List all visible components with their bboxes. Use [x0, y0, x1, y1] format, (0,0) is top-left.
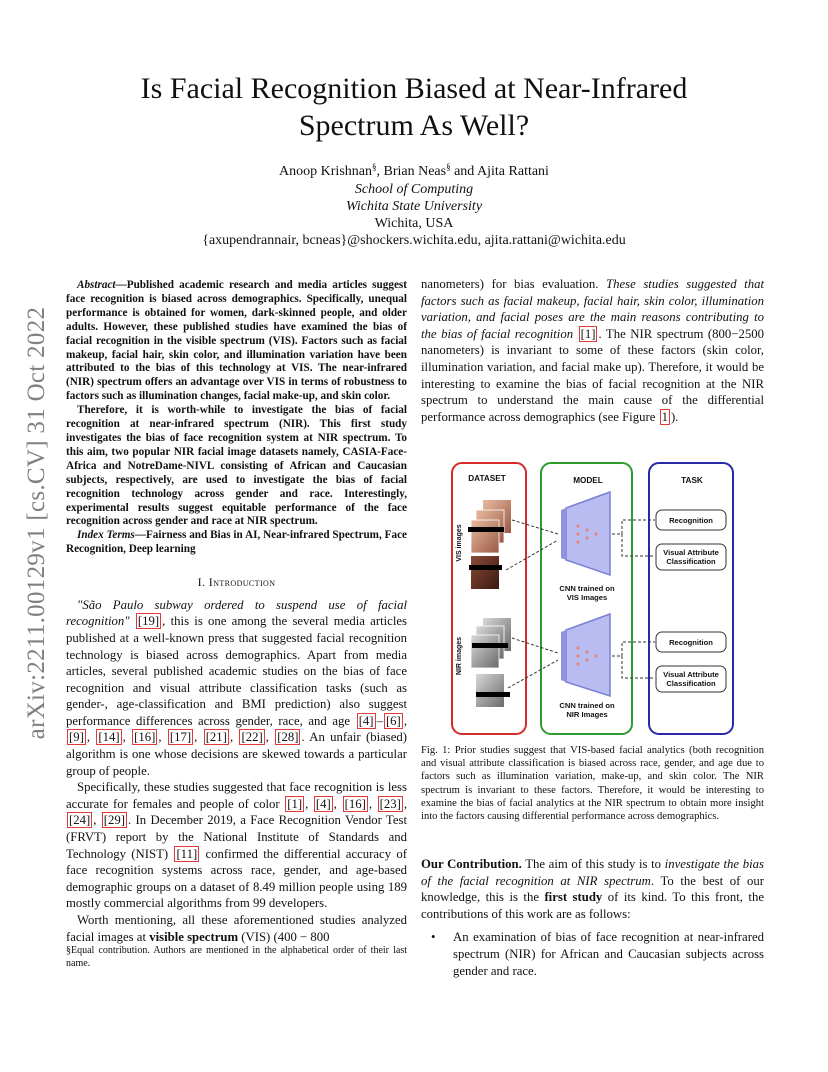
citation-29[interactable]: [29] — [103, 813, 126, 828]
arxiv-stamp: arXiv:2211.00129v1 [cs.CV] 31 Oct 2022 — [23, 306, 50, 739]
citation-24[interactable]: [24] — [69, 813, 91, 828]
author-names: Anoop Krishnan§, Brian Neas§ and Ajita Rattani — [279, 162, 549, 179]
citation-9[interactable]: [9] — [69, 730, 84, 745]
title-line-2: Spectrum As Well? — [298, 109, 530, 142]
vis-attribute-label-1: Visual Attribute — [663, 548, 719, 557]
abstract-paragraph-1: Abstract—Published academic research and media articles suggest face recognition is biased across demographics. Specifically, unequal performance is obtained for women, dark-skinned people, and older adults. However, these published studies have examined the bias of facial recognition in the visible spectrum (VIS). Factors such as facial makeup, facial hair, skin color, and illumination variation have been attributed to the bias of this technology at VIS. The near-infrared (NIR) spectrum offers an advantage over VIS in terms of robustness to factors such as illumination changes, facial make-up, and skin color. — [66, 279, 407, 403]
vis-face-images — [468, 500, 511, 589]
cnn-nir-label-1: CNN trained on — [559, 701, 615, 710]
nir-attribute-label-1: Visual Attribute — [663, 670, 719, 679]
title-line-1: Is Facial Recognition Biased at Near-Infrared — [140, 72, 688, 105]
dataset-heading: DATASET — [468, 474, 506, 483]
cnn-nir-label-2: NIR Images — [566, 710, 608, 719]
nir-recognition-label: Recognition — [669, 638, 713, 647]
cnn-vis-block — [561, 492, 610, 575]
task-heading: TASK — [681, 476, 703, 485]
author-block — [60, 163, 768, 249]
citation-16[interactable]: [16] — [134, 730, 156, 745]
intro-paragraph-1: "São Paulo subway ordered to suspend use of facial recognition" [19] , this is one among the several media articles published at a well-known press that suggested facial recognition technology is biased across demographics. Apart from media articles, several published academic studies on the bias of face recognition and visual attribute classification tasks (such as gender-, age-classification and BMI prediction) also suggest performance differences across gender, race, and age [4] – [6] , [9] , [14] , [16] , [17] , [21] , [22] , [28] . An unfair (biased) algorithm is one whose decisions are skewed towards a particular group of people. — [66, 597, 408, 778]
contribution-section — [421, 856, 764, 979]
citation-6[interactable]: [6] — [385, 713, 401, 728]
vis-attribute-label-2: Classification — [666, 557, 716, 566]
citation-22[interactable]: [22] — [241, 730, 263, 745]
nir-attribute-label-2: Classification — [666, 679, 716, 688]
citation-28[interactable]: [28] — [277, 730, 299, 745]
affiliation-university: Wichita State University — [345, 199, 483, 214]
citation-21[interactable]: [21] — [205, 730, 227, 745]
contribution-paragraph: Our Contribution. The aim of this study is to investigate the bias of the facial recognition at NIR spectrum. To the best of our knowledge, this is the first study of its kind. To this front, the contributions of this work are as follows: — [421, 857, 764, 921]
intro-paragraph-3: Worth mentioning, all these aforementioned studies analyzed facial images at visible spectrum (VIS) (400 − 800 — [66, 913, 407, 944]
citation-1[interactable]: [1] — [580, 326, 596, 341]
cnn-nir-block — [561, 614, 610, 696]
citation-4[interactable]: [4] — [358, 713, 374, 728]
citation-16[interactable]: [16] — [344, 796, 366, 811]
vis-recognition-label: Recognition — [669, 516, 713, 525]
author-emails: {axupendrannair, bcneas}@shockers.wichita.edu, ajita.rattani@wichita.edu — [202, 233, 626, 248]
vis-images-label: VIS images — [456, 524, 463, 562]
affiliation-school: School of Computing — [354, 182, 474, 197]
right-column-text — [421, 276, 764, 425]
right-paragraph-1: nanometers) for bias evaluation. These studies suggested that factors such as facial makeup, facial hair, skin color, illumination variation, and facial poses are the main reasons contributing to the bias of facial recognition [1] . The NIR spectrum (800−2500 nanometers) is invariant to some of these factors (skin color, illumination variation, and facial make up). Therefore, it would be interesting to examine the bias of facial recognition at the NIR spectrum to understand the main cause of the differential performance across demographics (see Figure 1 ). — [421, 277, 764, 424]
citation-23[interactable]: [23] — [379, 796, 401, 811]
model-heading: MODEL — [573, 476, 603, 485]
figure-1-diagram — [450, 460, 768, 736]
citation-19[interactable]: [19] — [137, 614, 160, 629]
citation-17[interactable]: [17] — [169, 730, 192, 745]
abstract-paragraph-2: Therefore, it is worth-while to investigate the bias of facial recognition at near-infrared spectrum (NIR). This first study investigates the bias of face recognition system at NIR spectrum. To this aim, two popular NIR facial image datasets namely, CASIA-Face-Africa and NotreDame-NIVL consisting of African and Caucasian subjects, respectively, are used to investigate the bias of facial recognition technology across gender and race. Interestingly, experimental results suggest equitable performance of the face recognition across gender and race at NIR spectrum. — [66, 404, 407, 528]
cnn-vis-label-1: CNN trained on — [559, 584, 615, 593]
index-terms: Index Terms—Fairness and Bias in AI, Near-infrared Spectrum, Face Recognition, Deep learning — [66, 529, 407, 556]
citation-1[interactable]: [1] — [287, 796, 303, 811]
footnote: §Equal contribution. Authors are mentioned in the alphabetical order of their last name. — [66, 945, 407, 969]
figure-1-caption: Fig. 1: Prior studies suggest that VIS-based facial analytics (both recognition and visual attribute classification is biased across race, gender, and age due to factors such as illumination variation, make-up, and skin color. The NIR spectrum is invariant to these factors. Therefore, it would be interesting to examine the bias of facial analytics at the NIR spectrum to obtain more insight into the factors causing differential performance across demographics. — [421, 745, 764, 823]
paper-title — [60, 70, 768, 144]
contribution-bullet-1: • An examination of bias of face recognition at near-infrared spectrum (NIR) for African and Caucasian subjects across gender and race. — [431, 930, 764, 978]
task-panel — [649, 463, 733, 734]
intro-paragraph-2: Specifically, these studies suggested that face recognition is less accurate for females and people of color [1] , [4] , [16] , [23] , [24] , [29] . In December 2019, a Face Recognition Vendor Test (FRVT) report by the National Institute of Standards and Technology (NIST) [11] confirmed the differential accuracy of face recognition systems across race, gender, and age-based demographic groups on a dataset of 8.49 million people using 189 mostly commercial algorithms from 99 developers. — [66, 780, 408, 911]
citation-11[interactable]: [11] — [176, 846, 198, 861]
citation-14[interactable]: [14] — [98, 730, 120, 745]
nir-face-images — [471, 618, 511, 707]
nir-images-label: NIR images — [456, 636, 463, 676]
citation-4[interactable]: [4] — [315, 796, 331, 811]
cnn-vis-label-2: VIS Images — [566, 593, 608, 602]
left-column — [66, 279, 407, 945]
section-heading-introduction: I. Introduction — [197, 575, 276, 590]
figure-ref-1[interactable]: 1 — [661, 409, 668, 424]
affiliation-city: Wichita, USA — [374, 216, 454, 231]
